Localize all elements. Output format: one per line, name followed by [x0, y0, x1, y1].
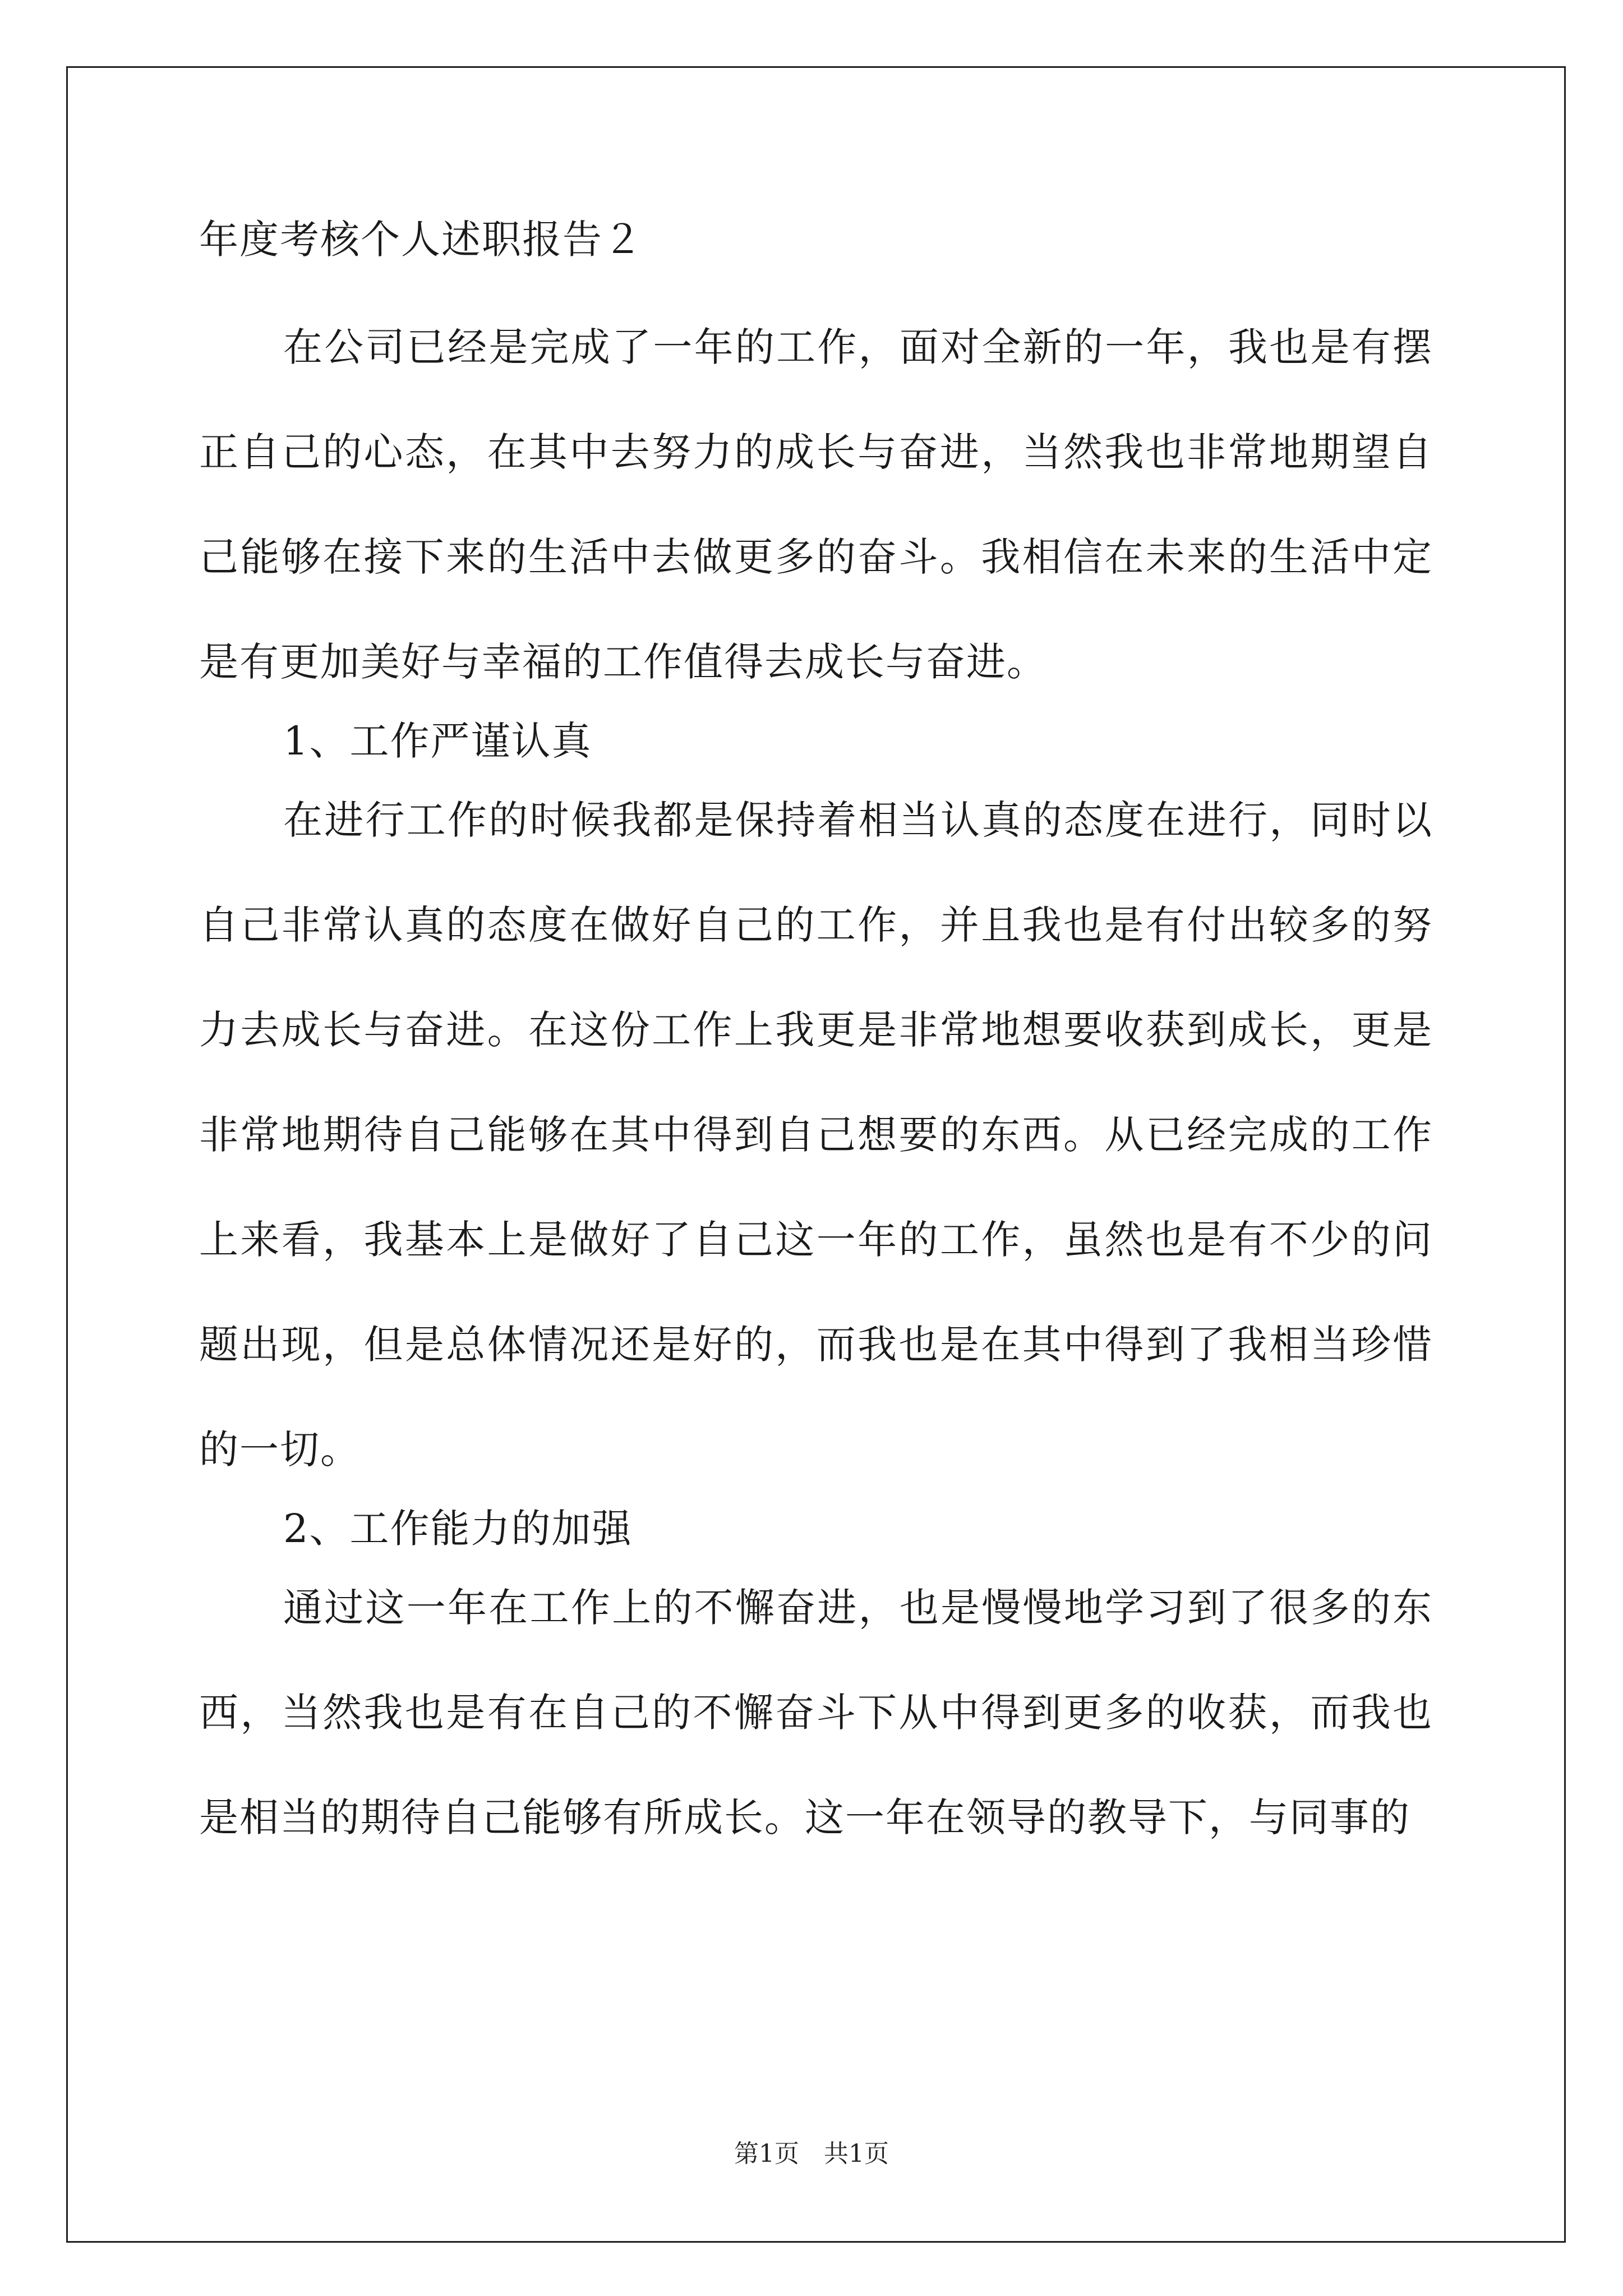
section-heading-1: 1、工作严谨认真	[283, 718, 592, 764]
paragraph-section-2: 通过这一年在工作上的不懈奋进，也是慢慢地学习到了很多的东西，当然我也是有在自己的不懈奋斗下从中得到更多的收获，而我也是相当的期待自己能够有所成长。这一年在领导的教导下，与同事的	[199, 1585, 1433, 1841]
document-title: 年度考核个人述职报告２	[199, 217, 643, 263]
document-body	[199, 213, 1433, 1870]
page-footer: 第1页 共1页	[734, 2139, 889, 2168]
paragraph-section-1: 在进行工作的时候我都是保持着相当认真的态度在进行，同时以自己非常认真的态度在做好自己的工作，并且我也是有付出较多的努力去成长与奋进。在这份工作上我更是非常地想要收获到成长，更是非常地期待自己能够在其中得到自己想要的东西。从已经完成的工作上来看，我基本上是做好了自己这一年的工作，虽然也是有不少的问题出现，但是总体情况还是好的，而我也是在其中得到了我相当珍惜的一切。	[199, 797, 1433, 1473]
section-heading-2: 2、工作能力的加强	[283, 1506, 633, 1552]
paragraph-intro: 在公司已经是完成了一年的工作，面对全新的一年，我也是有摆正自己的心态，在其中去努力的成长与奋进，当然我也非常地期望自己能够在接下来的生活中去做更多的奋斗。我相信在未来的生活中定是有更加美好与幸福的工作值得去成长与奋进。	[199, 324, 1433, 685]
